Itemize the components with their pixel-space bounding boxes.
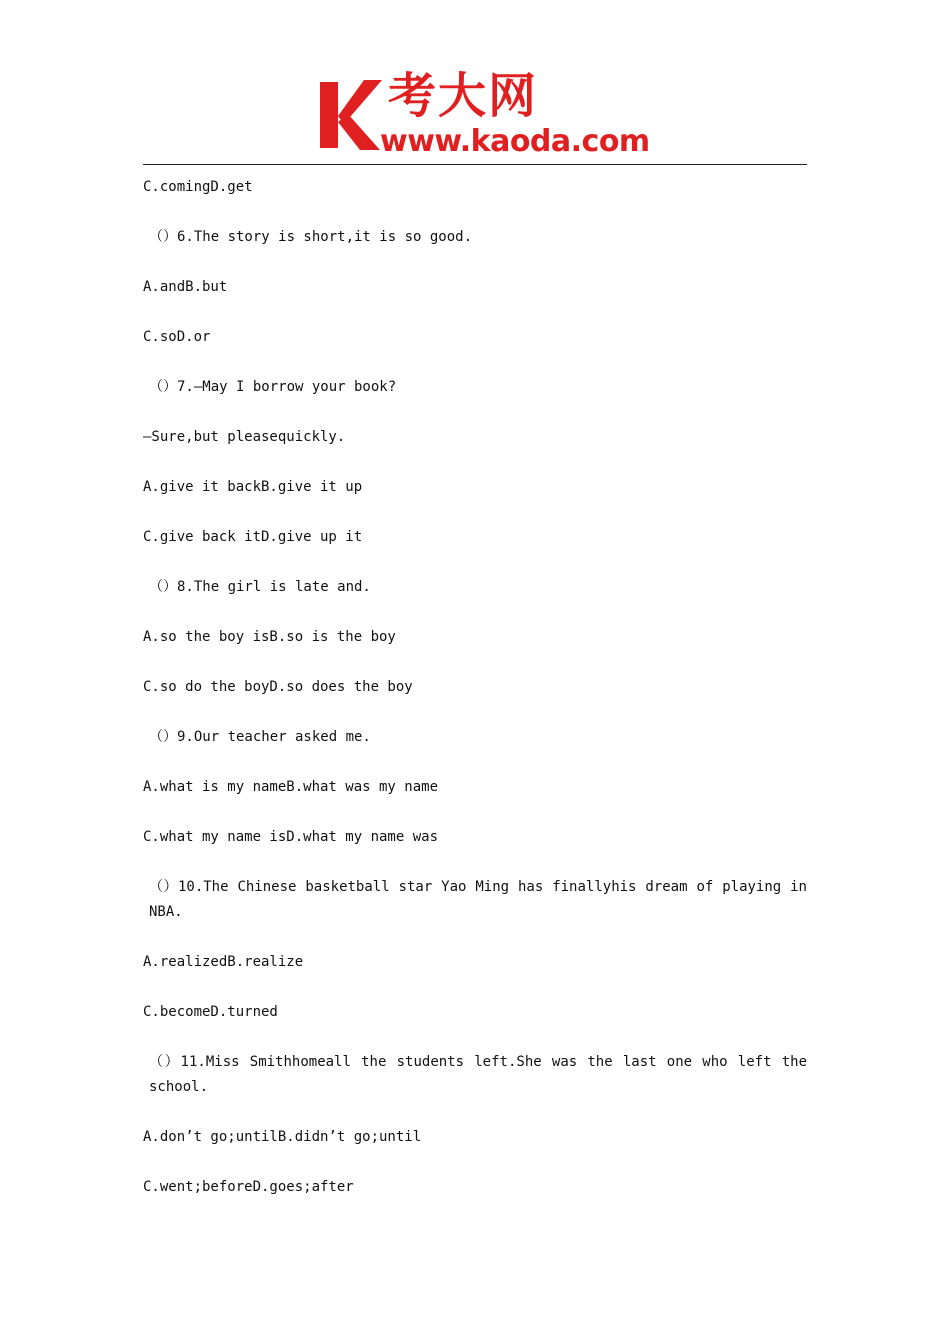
option-line: A.don’t go;untilB.didn’t go;until (143, 1129, 422, 1145)
question-9: （）9.Our teacher asked me. (149, 729, 371, 745)
option-line: C.comingD.get (143, 179, 253, 195)
logo-url-text: www.kaoda.com (380, 124, 650, 159)
option-line: A.what is my nameB.what was my name (143, 779, 439, 795)
question-7: （）7.—May I borrow your book? (149, 379, 397, 395)
kaoda-logo[interactable] (318, 68, 650, 160)
question-11: （）11.Miss Smithhomeall the students left.She was the last one who left the school. (149, 1054, 816, 1095)
option-line: C.soD.or (143, 329, 211, 345)
header-divider (143, 164, 807, 165)
option-line: C.what my name isD.what my name was (143, 829, 439, 845)
question-6: （）6.The story is short,it is so good. (149, 229, 473, 245)
option-line: C.so do the boyD.so does the boy (143, 679, 413, 695)
question-list (143, 175, 816, 1225)
option-line: C.give back itD.give up it (143, 529, 363, 545)
option-line: A.andB.but (143, 279, 228, 295)
option-line: C.went;beforeD.goes;after (143, 1179, 354, 1195)
option-line: A.realizedB.realize (143, 954, 304, 970)
option-line: A.so the boy isB.so is the boy (143, 629, 396, 645)
question-8: （）8.The girl is late and. (149, 579, 371, 595)
option-line: C.becomeD.turned (143, 1004, 278, 1020)
option-line: A.give it backB.give it up (143, 479, 363, 495)
dialogue-line: —Sure,but pleasequickly. (143, 429, 346, 445)
logo-chinese-text: 考大网 (388, 68, 539, 124)
question-10: （）10.The Chinese basketball star Yao Ming has finallyhis dream of playing in NBA. (149, 879, 816, 920)
k-logo-icon (318, 78, 384, 152)
